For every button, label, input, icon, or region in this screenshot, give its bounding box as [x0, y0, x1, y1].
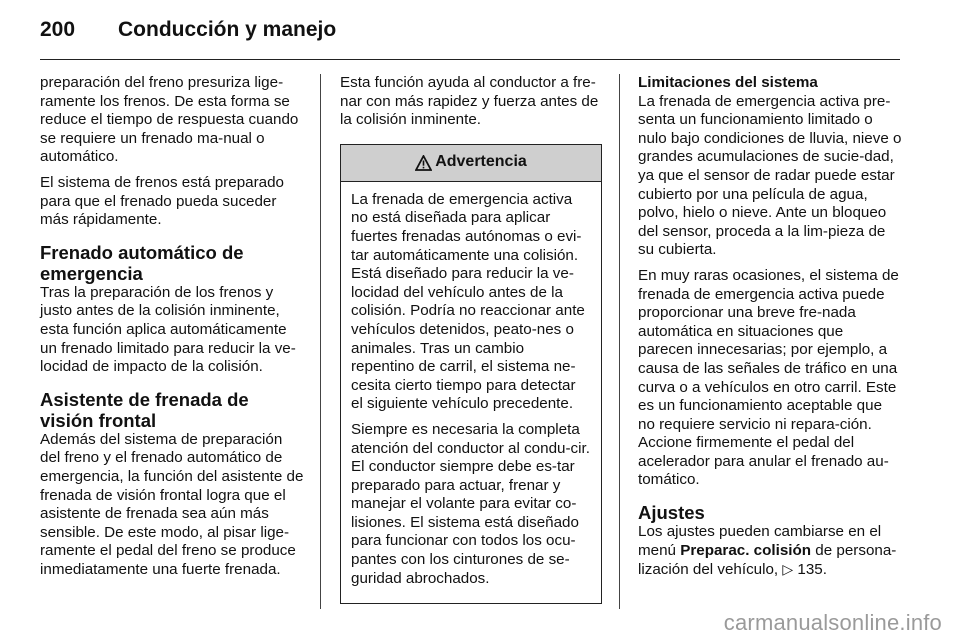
- subheading-system-limitations: Limitaciones del sistema: [638, 74, 818, 91]
- paragraph: preparación del freno presuriza lige-ramente los frenos. De esta forma se reduce el tiempo de respuesta cuando se requiere un frenado ma-nual o automático.: [40, 74, 299, 166]
- paragraph: La frenada de emergencia activa pre-senta un funcionamiento limitado o nulo bajo condiciones de lluvia, nieve o grandes acumulaciones de sucie-dad, ya que el sensor de radar puede estar cubierto por una película de agua, polvo, hielo o nieve. Ante un bloqueo del sensor, proceda a la lim-pieza de su cubierta.: [638, 92, 902, 259]
- column-divider-2: [619, 74, 620, 609]
- paragraph: El sistema de frenos está preparado para que el frenado pueda suceder más rápidamente.: [40, 173, 284, 229]
- warning-title: Advertencia: [435, 153, 527, 171]
- warning-header: [341, 145, 601, 182]
- paragraph: Siempre es necesaria la completa atención del conductor al condu-cir. El conductor siempre debe es-tar preparado para actuar, frenar y manejar el volante para evitar co-lisiones. El sistema está diseñado para funcionar con todos los ocu-pantes con los cinturones de se-guridad abrochados.: [351, 420, 590, 587]
- paragraph: En muy raras ocasiones, el sistema de frenada de emergencia activa puede proporcionar una breve fre-nada automática en situaciones que parecen innecesarias; por ejemplo, a causa de las señales de tráfico en una curva o a vehículos en otro carril. Este es un funcionamiento aceptable que no requiere servicio ni repara-ción. Accione firmemente el pedal del acelerador para anular el frenado au-tomático.: [638, 266, 899, 489]
- page-header: [40, 18, 336, 50]
- warning-body: [341, 182, 601, 603]
- paragraph: Además del sistema de preparación del freno y el frenado automático de emergencia, la función del asistente de frenada de visión frontal logra que el asistente de frenada sea aún más sensible. De este modo, al pisar lige-ramente el pedal del freno se produce inmediatamente una fuerte frenada.: [40, 430, 304, 578]
- section-heading-automatic-braking: Frenado automático de emergencia: [40, 241, 244, 284]
- menu-name: Preparac. colisión: [680, 541, 812, 559]
- arrow-reference-icon: ▷: [782, 561, 794, 578]
- warning-box: [340, 144, 602, 604]
- column-1: [40, 74, 304, 586]
- paragraph: Tras la preparación de los frenos y justo antes de la colisión inminente, esta función aplica automáticamente un frenado limitado para reducir la ve-locidad de impacto de la colisión.: [40, 283, 296, 376]
- page-number: 200: [40, 18, 76, 41]
- column-2: [340, 74, 602, 604]
- paragraph: Esta función ayuda al conductor a fre-nar con más rapidez y fuerza antes de la colisión inminente.: [340, 74, 599, 129]
- watermark: carmanualsonline.info: [723, 610, 942, 635]
- warning-triangle-icon: [415, 155, 432, 171]
- paragraph-settings: Los ajustes pueden cambiarse en el menú Preparac. colisión de persona-lización del vehículo, ▷ 135.: [638, 523, 897, 579]
- section-heading-settings: Ajustes: [638, 502, 705, 524]
- header-divider: [40, 59, 900, 60]
- page-reference-link[interactable]: 135.: [797, 561, 827, 579]
- section-heading-brake-assist: Asistente de frenada de visión frontal: [40, 388, 249, 431]
- paragraph: La frenada de emergencia activa no está diseñada para aplicar fuertes frenadas autónomas o evi-tar automáticamente una colisión. Está diseñado para reducir la ve-locidad del vehículo antes de la colisión. Podría no reaccionar ante vehículos detenidos, peato-nes o animales. Tras un cambio repentino de carril, el sistema ne-cesita cierto tiempo para detectar el siguiente vehículo precedente.: [351, 190, 585, 413]
- page-title: Conducción y manejo: [118, 18, 337, 41]
- column-3: [638, 74, 902, 587]
- column-divider-1: [320, 74, 321, 609]
